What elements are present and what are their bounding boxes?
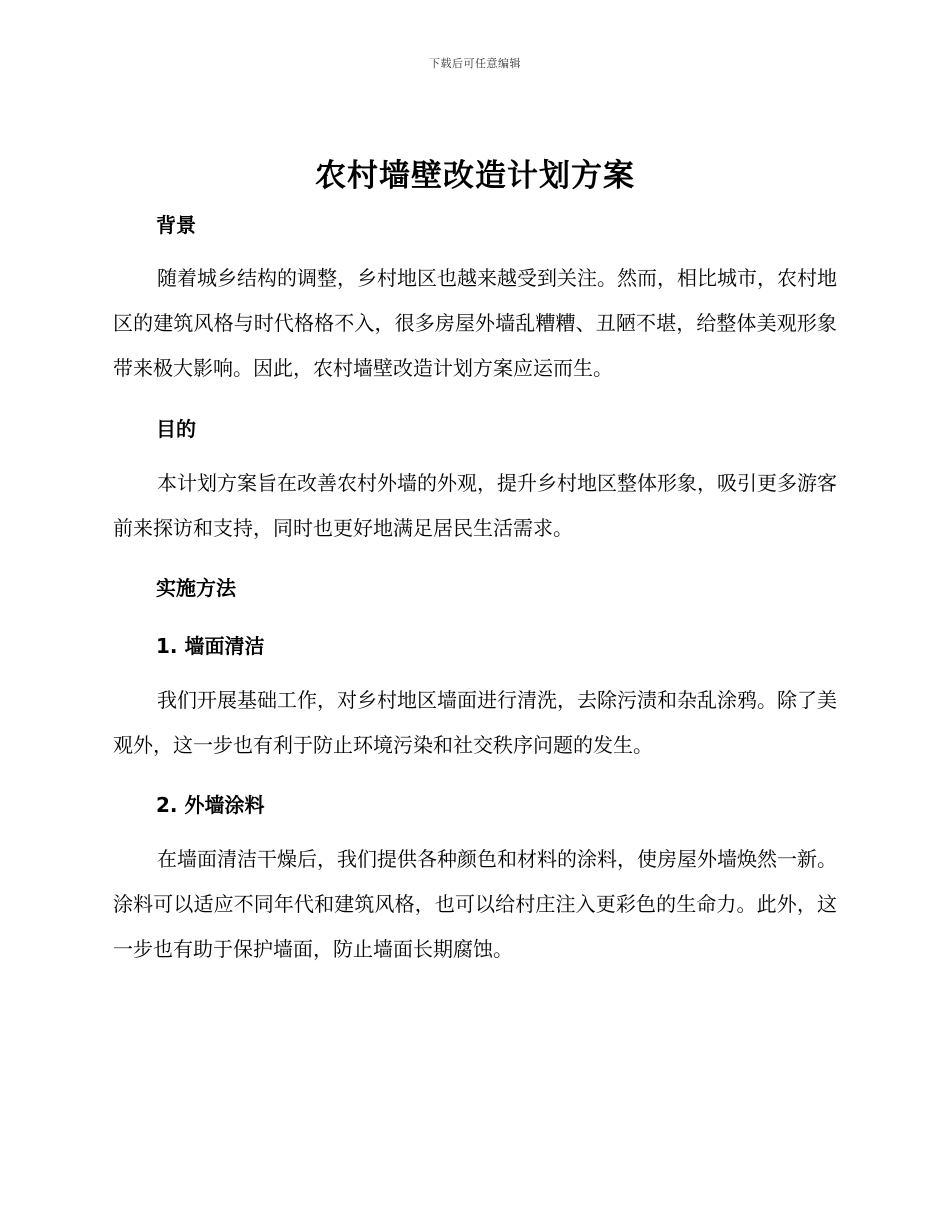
- header-note: 下载后可任意编辑: [429, 57, 521, 70]
- section-body-wall-cleaning: 我们开展基础工作，对乡村地区墙面进行清洗，去除污渍和杂乱涂鸦。除了美观外，这一步也有利于防止环境污染和社交秩序问题的发生。: [113, 688, 837, 757]
- section-heading-wall-cleaning: 1. 墙面清洁: [156, 634, 265, 658]
- section-body-purpose: 本计划方案旨在改善农村外墙的外观，提升乡村地区整体形象，吸引更多游客前来探访和支持，同时也更好地满足居民生活需求。: [113, 471, 837, 540]
- section-heading-exterior-paint: 2. 外墙涂料: [156, 793, 265, 817]
- section-body-exterior-paint: 在墙面清洁干燥后，我们提供各种颜色和材料的涂料，使房屋外墙焕然一新。涂料可以适应不同年代和建筑风格，也可以给村庄注入更彩色的生命力。此外，这一步也有助于保护墙面，防止墙面长期腐蚀。: [113, 847, 837, 961]
- section-body-background: 随着城乡结构的调整，乡村地区也越来越受到关注。然而，相比城市，农村地区的建筑风格与时代格格不入，很多房屋外墙乱糟糟、丑陋不堪，给整体美观形象带来极大影响。因此，农村墙壁改造计划方案应运而生。: [113, 266, 837, 380]
- section-heading-purpose: 目的: [156, 417, 196, 441]
- document-title: 农村墙壁改造计划方案: [315, 158, 635, 194]
- section-heading-methods: 实施方法: [156, 576, 236, 600]
- section-heading-background: 背景: [156, 213, 196, 237]
